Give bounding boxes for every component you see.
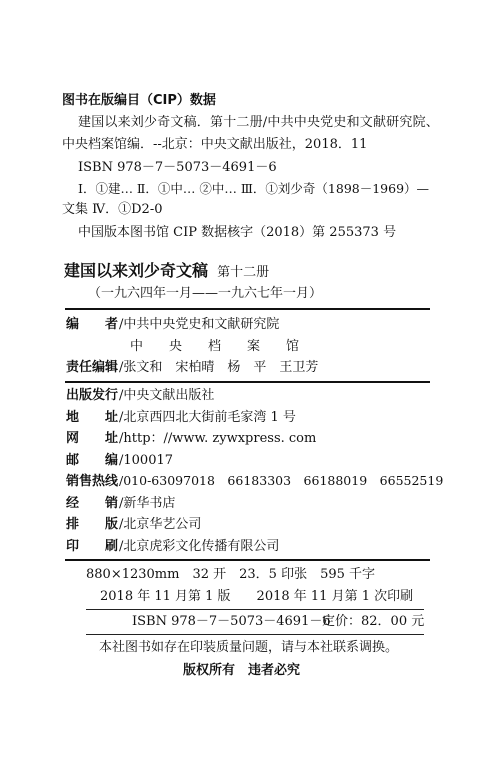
edition-spec: 2018 年 11 月第 1 版 2018 年 11 月第 1 次印刷	[100, 589, 414, 604]
issue-value: /中央文献出版社	[119, 388, 215, 403]
cip-line-2: 中央档案馆编．--北京：中央文献出版社，2018．11	[62, 137, 368, 152]
postcode-label: 邮 编	[66, 453, 119, 468]
price: 定价：82．00 元	[322, 614, 425, 629]
responsible-editor-label: 责任编辑	[66, 360, 119, 375]
responsible-editor-value: /张文和 宋柏晴 杨 平 王卫芳	[119, 360, 319, 375]
editor-value: /中共中央党史和文献研究院	[119, 317, 280, 332]
separator: /	[119, 317, 124, 332]
cip-heading: 图书在版编目（CIP）数据	[62, 93, 216, 108]
cip-classification-1: Ⅰ．①建… Ⅱ．①中… ②中… Ⅲ．①刘少奇（1898－1969）—	[78, 181, 430, 196]
cip-classification-2: 文集 Ⅳ．①D2-0	[62, 202, 163, 217]
separator: /	[119, 517, 124, 532]
separator: /	[119, 496, 124, 511]
typesetting-label: 排 版	[66, 517, 119, 532]
cip-isbn: ISBN 978－7－5073－4691－6	[78, 160, 277, 175]
typesetting-value: /北京华艺公司	[119, 517, 202, 532]
issue-label: 出版发行	[66, 388, 119, 403]
hotline-value: /010-63097018 66183303 66188019 66552519	[119, 473, 444, 488]
cip-line-1: 建国以来刘少奇文稿．第十二册/中共中央党史和文献研究院、	[78, 115, 439, 130]
printing-label: 印 刷	[66, 539, 119, 554]
divider-specs	[65, 559, 430, 561]
book-period: （一九六四年一月——一九六七年一月）	[88, 286, 323, 301]
hotline-label: 销售热线	[66, 474, 119, 489]
postcode-value: /100017	[119, 453, 174, 468]
separator: /	[119, 539, 124, 554]
book-title: 建国以来刘少奇文稿	[64, 261, 209, 280]
editor-value-2: 中 央 档 案 馆	[130, 339, 300, 354]
distributor-value: /新华书店	[119, 496, 176, 511]
editor-label: 编 者	[66, 317, 119, 332]
book-volume: 第十二册	[217, 265, 270, 280]
format-spec: 880×1230mm 32 开 23．5 印张 595 千字	[86, 567, 376, 582]
separator: /	[119, 360, 124, 375]
divider-isbn-top	[86, 609, 424, 610]
separator: /	[119, 431, 124, 446]
footer-isbn: ISBN 978－7－5073－4691－6	[132, 614, 331, 629]
separator: /	[119, 453, 124, 468]
printing-value: /北京虎彩文化传播有限公司	[119, 539, 280, 554]
divider-top	[65, 308, 430, 310]
separator: /	[119, 473, 124, 488]
address-value: /北京西四北大街前毛家湾 1 号	[119, 410, 296, 425]
cip-library-number: 中国版本图书馆 CIP 数据核字（2018）第 255373 号	[78, 225, 397, 240]
distributor-label: 经 销	[66, 496, 119, 511]
website-label: 网 址	[66, 431, 119, 446]
book-title-row	[64, 263, 269, 279]
copyright-notice: 版权所有 违者必究	[183, 663, 301, 678]
separator: /	[119, 388, 124, 403]
website-value: /http：//www. zywxpress. com	[119, 431, 317, 446]
divider-mid	[65, 381, 430, 383]
divider-isbn-bottom	[86, 634, 424, 635]
quality-notice: 本社图书如存在印装质量问题，请与本社联系调换。	[99, 640, 399, 655]
separator: /	[119, 410, 124, 425]
address-label: 地 址	[66, 410, 119, 425]
